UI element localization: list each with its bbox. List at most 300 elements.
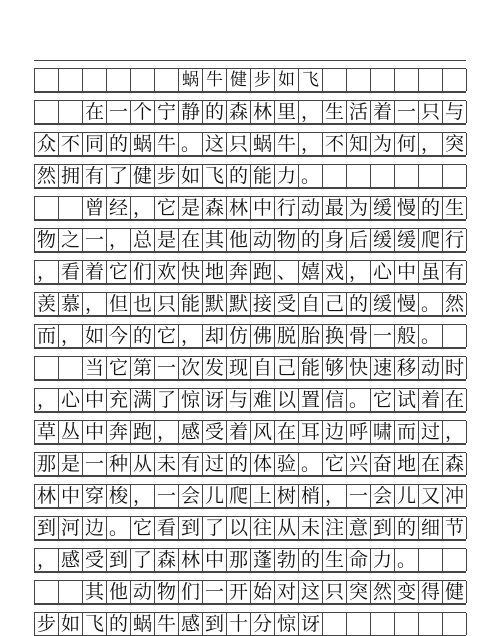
grid-cell: 意 — [347, 517, 371, 539]
grid-cell: 突 — [443, 133, 467, 155]
grid-cell: ， — [35, 549, 59, 571]
grid-cell: 会 — [179, 485, 203, 507]
grid-cell: ， — [107, 229, 131, 251]
grid-cell: 慢 — [395, 293, 419, 315]
grid-cell: 。 — [347, 389, 371, 411]
grid-cell: 物 — [35, 229, 59, 251]
grid-cell: 行 — [443, 229, 467, 251]
grid-cell: 河 — [59, 517, 83, 539]
grid-cell: 对 — [275, 581, 299, 603]
grid-cell: 中 — [395, 261, 419, 283]
grid-cell: 第 — [131, 357, 155, 379]
grid-cell: 着 — [227, 421, 251, 443]
grid-cell: 虽 — [419, 261, 443, 283]
grid-cell: 只 — [155, 293, 179, 315]
grid-cell — [371, 69, 395, 91]
grid-cell: ， — [155, 421, 179, 443]
text-row — [34, 260, 466, 284]
grid-cell: 一 — [395, 101, 419, 123]
grid-cell: 梢 — [299, 485, 323, 507]
grid-cell: 步 — [155, 165, 179, 187]
grid-cell: 到 — [35, 517, 59, 539]
text-row — [34, 196, 466, 220]
grid-cell: 着 — [83, 261, 107, 283]
grid-cell: 动 — [251, 229, 275, 251]
grid-cell: 上 — [251, 485, 275, 507]
grid-cell: 耳 — [299, 421, 323, 443]
grid-cell: 一 — [371, 325, 395, 347]
grid-cell: 其 — [83, 581, 107, 603]
grid-cell — [347, 69, 371, 91]
grid-cell: 讶 — [203, 389, 227, 411]
grid-cell: ， — [35, 389, 59, 411]
grid-cell: 活 — [347, 101, 371, 123]
grid-cell: 它 — [107, 261, 131, 283]
grid-cell: 个 — [131, 101, 155, 123]
grid-cell — [443, 165, 467, 187]
grid-cell: 那 — [35, 453, 59, 475]
grid-cell: 森 — [203, 197, 227, 219]
grid-cell: 未 — [155, 453, 179, 475]
grid-cell: 置 — [299, 389, 323, 411]
grid-cell: 与 — [443, 101, 467, 123]
grid-cell: 发 — [203, 357, 227, 379]
grid-cell — [35, 101, 59, 123]
grid-cell: 当 — [83, 357, 107, 379]
grid-cell: 。 — [107, 517, 131, 539]
grid-cell — [443, 69, 467, 91]
grid-cell: 中 — [83, 389, 107, 411]
grid-cell: 为 — [371, 133, 395, 155]
grid-cell: 总 — [131, 229, 155, 251]
grid-cell: 得 — [419, 581, 443, 603]
grid-cell: 们 — [131, 261, 155, 283]
grid-cell: 、 — [275, 261, 299, 283]
grid-cell: 以 — [227, 517, 251, 539]
grid-cell — [419, 549, 443, 571]
grid-cell: ， — [419, 133, 443, 155]
text-row — [34, 388, 466, 412]
grid-cell: 不 — [323, 133, 347, 155]
grid-cell — [35, 197, 59, 219]
grid-cell: 种 — [107, 453, 131, 475]
grid-cell — [131, 69, 155, 91]
grid-cell: 快 — [347, 357, 371, 379]
grid-cell — [323, 69, 347, 91]
grid-cell: 而 — [395, 421, 419, 443]
text-row — [34, 164, 466, 188]
text-row — [34, 132, 466, 156]
grid-cell: 不 — [59, 133, 83, 155]
grid-cell: 蜗 — [179, 69, 203, 91]
grid-cell: 满 — [131, 389, 155, 411]
grid-cell: 佛 — [251, 325, 275, 347]
grid-cell: 一 — [155, 485, 179, 507]
grid-cell: 般 — [395, 325, 419, 347]
grid-cell: 在 — [83, 101, 107, 123]
grid-cell: 物 — [275, 229, 299, 251]
grid-cell: 看 — [59, 261, 83, 283]
grid-cell — [35, 581, 59, 603]
text-row — [34, 548, 466, 572]
grid-cell: 曾 — [83, 197, 107, 219]
grid-cell — [395, 69, 419, 91]
grid-cell: 到 — [107, 549, 131, 571]
grid-cell: 细 — [419, 517, 443, 539]
grid-cell: 兴 — [347, 453, 371, 475]
grid-cell: 缓 — [395, 229, 419, 251]
grid-cell: 牛 — [275, 133, 299, 155]
grid-cell: 次 — [179, 357, 203, 379]
grid-cell: 有 — [179, 453, 203, 475]
grid-cell: 儿 — [203, 485, 227, 507]
grid-cell: 始 — [251, 581, 275, 603]
grid-cell: 生 — [443, 197, 467, 219]
grid-cell: 后 — [347, 229, 371, 251]
grid-cell: 爬 — [419, 229, 443, 251]
grid-cell: 奔 — [227, 261, 251, 283]
grid-cell: 们 — [179, 581, 203, 603]
grid-cell: 的 — [395, 517, 419, 539]
grid-cell: 如 — [59, 613, 83, 635]
grid-cell: 自 — [251, 357, 275, 379]
grid-cell: 的 — [227, 453, 251, 475]
grid-cell: 健 — [131, 165, 155, 187]
grid-cell: 今 — [107, 325, 131, 347]
text-row — [34, 452, 466, 476]
grid-cell: 步 — [251, 69, 275, 91]
grid-cell: 讶 — [299, 613, 323, 635]
grid-cell: 中 — [251, 197, 275, 219]
writing-grid — [34, 60, 466, 636]
grid-cell: 移 — [395, 357, 419, 379]
grid-cell: 骨 — [347, 325, 371, 347]
grid-cell: 脱 — [275, 325, 299, 347]
grid-cell: 的 — [227, 165, 251, 187]
row-spacer — [34, 284, 466, 292]
grid-cell: 看 — [155, 517, 179, 539]
grid-cell: 飞 — [203, 165, 227, 187]
grid-cell: 往 — [251, 517, 275, 539]
grid-cell: 时 — [443, 357, 467, 379]
grid-cell: 森 — [155, 549, 179, 571]
row-spacer — [34, 476, 466, 484]
row-spacer — [34, 380, 466, 388]
grid-cell: 默 — [203, 293, 227, 315]
grid-cell: 林 — [227, 197, 251, 219]
grid-cell: 换 — [323, 325, 347, 347]
grid-cell: 。 — [419, 293, 443, 315]
grid-cell: 的 — [419, 197, 443, 219]
grid-cell: 它 — [155, 197, 179, 219]
grid-cell: 但 — [107, 293, 131, 315]
row-spacer — [34, 124, 466, 132]
grid-cell: 然 — [371, 581, 395, 603]
grid-cell: 信 — [323, 389, 347, 411]
grid-cell: 中 — [59, 485, 83, 507]
grid-cell — [107, 69, 131, 91]
grid-cell: 生 — [323, 101, 347, 123]
grid-cell — [35, 69, 59, 91]
grid-cell: 是 — [179, 197, 203, 219]
grid-cell: 在 — [443, 389, 467, 411]
grid-cell — [419, 69, 443, 91]
grid-cell: 身 — [323, 229, 347, 251]
grid-cell: 的 — [131, 325, 155, 347]
grid-cell: 一 — [83, 229, 107, 251]
grid-cell: 林 — [251, 101, 275, 123]
grid-cell: 己 — [275, 357, 299, 379]
grid-cell: 动 — [131, 581, 155, 603]
grid-cell: 生 — [323, 549, 347, 571]
grid-cell: 受 — [203, 421, 227, 443]
text-row — [34, 324, 466, 348]
grid-cell: 够 — [323, 357, 347, 379]
grid-cell: ， — [59, 325, 83, 347]
grid-cell: 静 — [179, 101, 203, 123]
grid-cell: 草 — [35, 421, 59, 443]
grid-cell: 蜗 — [131, 133, 155, 155]
grid-cell: 经 — [107, 197, 131, 219]
grid-cell: 动 — [299, 197, 323, 219]
grid-cell: 有 — [443, 261, 467, 283]
grid-cell: 他 — [227, 229, 251, 251]
text-row — [34, 516, 466, 540]
text-row — [34, 100, 466, 124]
grid-cell: 只 — [419, 101, 443, 123]
grid-cell: 它 — [107, 357, 131, 379]
grid-cell — [443, 325, 467, 347]
grid-cell: 力 — [371, 549, 395, 571]
text-row — [34, 292, 466, 316]
grid-cell: 如 — [179, 165, 203, 187]
text-row — [34, 612, 466, 636]
grid-cell: 宁 — [155, 101, 179, 123]
grid-cell: 惊 — [179, 389, 203, 411]
grid-cell — [371, 613, 395, 635]
grid-cell: 在 — [179, 229, 203, 251]
grid-cell: 受 — [83, 549, 107, 571]
grid-cell: 以 — [275, 389, 299, 411]
grid-cell: 行 — [275, 197, 299, 219]
grid-cell: 这 — [299, 581, 323, 603]
grid-cell: 嬉 — [299, 261, 323, 283]
grid-cell: 又 — [419, 485, 443, 507]
grid-cell: 验 — [275, 453, 299, 475]
grid-cell: 从 — [131, 453, 155, 475]
grid-cell: 。 — [299, 165, 323, 187]
grid-cell: 会 — [371, 485, 395, 507]
grid-cell: 命 — [347, 549, 371, 571]
grid-cell: 着 — [419, 389, 443, 411]
grid-cell: 到 — [203, 613, 227, 635]
grid-cell: 慢 — [395, 197, 419, 219]
row-spacer — [34, 316, 466, 324]
grid-cell — [395, 613, 419, 635]
grid-cell: 却 — [203, 325, 227, 347]
grid-cell: 地 — [203, 261, 227, 283]
grid-cell: 然 — [35, 165, 59, 187]
grid-cell: 缓 — [371, 293, 395, 315]
grid-cell — [323, 613, 347, 635]
grid-cell: 能 — [299, 357, 323, 379]
grid-cell: 默 — [227, 293, 251, 315]
grid-cell — [59, 101, 83, 123]
row-spacer — [34, 508, 466, 516]
grid-cell: 步 — [35, 613, 59, 635]
grid-cell: 仿 — [227, 325, 251, 347]
grid-cell — [347, 165, 371, 187]
grid-cell: 中 — [83, 421, 107, 443]
grid-cell: 感 — [179, 613, 203, 635]
grid-cell: 试 — [395, 389, 419, 411]
grid-cell: ， — [83, 293, 107, 315]
grid-cell: 冲 — [443, 485, 467, 507]
text-row — [34, 484, 466, 508]
grid-cell — [83, 69, 107, 91]
grid-cell: 己 — [323, 293, 347, 315]
grid-cell: 啸 — [371, 421, 395, 443]
grid-cell: 其 — [203, 229, 227, 251]
grid-cell: 未 — [299, 517, 323, 539]
grid-cell — [395, 165, 419, 187]
grid-cell — [443, 549, 467, 571]
grid-cell: 注 — [323, 517, 347, 539]
grid-cell — [419, 165, 443, 187]
grid-cell: 穿 — [83, 485, 107, 507]
grid-cell: ， — [323, 485, 347, 507]
grid-cell: 充 — [107, 389, 131, 411]
grid-cell — [35, 357, 59, 379]
grid-cell: 森 — [227, 101, 251, 123]
grid-cell: 跑 — [251, 261, 275, 283]
grid-cell: 跑 — [131, 421, 155, 443]
grid-cell: 惊 — [275, 613, 299, 635]
grid-cell: 里 — [275, 101, 299, 123]
grid-cell: 它 — [371, 389, 395, 411]
row-spacer — [34, 220, 466, 228]
grid-cell: 它 — [131, 517, 155, 539]
grid-cell: 一 — [107, 101, 131, 123]
grid-cell: 飞 — [299, 69, 323, 91]
text-row — [34, 420, 466, 444]
grid-cell: 风 — [251, 421, 275, 443]
grid-cell: 的 — [107, 613, 131, 635]
grid-cell: 那 — [227, 549, 251, 571]
grid-cell: 速 — [371, 357, 395, 379]
grid-cell: 自 — [299, 293, 323, 315]
grid-cell: 同 — [83, 133, 107, 155]
grid-cell — [347, 613, 371, 635]
grid-cell: 慕 — [59, 293, 83, 315]
text-row — [34, 356, 466, 380]
row-spacer — [34, 540, 466, 548]
grid-cell: 戏 — [323, 261, 347, 283]
grid-cell: 之 — [59, 229, 83, 251]
row-spacer — [34, 188, 466, 196]
grid-cell: 物 — [155, 581, 179, 603]
grid-cell: 爬 — [227, 485, 251, 507]
grid-cell: 心 — [371, 261, 395, 283]
row-spacer — [34, 444, 466, 452]
grid-cell: 这 — [203, 133, 227, 155]
grid-cell: 缓 — [371, 229, 395, 251]
grid-cell: 有 — [83, 165, 107, 187]
grid-cell: 奔 — [107, 421, 131, 443]
grid-cell: ， — [35, 261, 59, 283]
grid-cell: 开 — [227, 581, 251, 603]
grid-cell: 如 — [275, 69, 299, 91]
grid-cell: 的 — [299, 229, 323, 251]
grid-cell: 林 — [179, 549, 203, 571]
grid-cell: ， — [347, 261, 371, 283]
grid-cell: 能 — [179, 293, 203, 315]
grid-cell: 一 — [203, 581, 227, 603]
grid-cell: 牛 — [155, 133, 179, 155]
grid-cell: 从 — [275, 517, 299, 539]
grid-cell: 羡 — [35, 293, 59, 315]
grid-cell: 能 — [251, 165, 275, 187]
grid-cell: 的 — [299, 549, 323, 571]
grid-cell: ， — [299, 101, 323, 123]
grid-cell: 它 — [155, 325, 179, 347]
grid-cell — [59, 197, 83, 219]
grid-cell: 十 — [227, 613, 251, 635]
grid-cell: 蜗 — [251, 133, 275, 155]
grid-cell: 过 — [419, 421, 443, 443]
grid-cell: 呼 — [347, 421, 371, 443]
grid-cell: 边 — [323, 421, 347, 443]
grid-cell: 最 — [323, 197, 347, 219]
grid-cell: 森 — [443, 453, 467, 475]
grid-cell: ， — [131, 197, 155, 219]
grid-cell: 着 — [371, 101, 395, 123]
grid-cell: 变 — [395, 581, 419, 603]
grid-cell: 接 — [251, 293, 275, 315]
grid-cell: 何 — [395, 133, 419, 155]
grid-cell: 丛 — [59, 421, 83, 443]
grid-cell: 中 — [203, 549, 227, 571]
grid-cell: 是 — [59, 453, 83, 475]
grid-cell: 了 — [131, 549, 155, 571]
grid-cell: 林 — [35, 485, 59, 507]
grid-cell: 如 — [83, 325, 107, 347]
grid-cell — [323, 165, 347, 187]
grid-cell — [59, 357, 83, 379]
grid-cell: 过 — [203, 453, 227, 475]
text-row — [34, 228, 466, 252]
row-spacer — [34, 92, 466, 100]
grid-cell: 奋 — [371, 453, 395, 475]
grid-cell: 感 — [59, 549, 83, 571]
grid-cell: 在 — [275, 421, 299, 443]
grid-cell: 感 — [179, 421, 203, 443]
grid-cell: 缓 — [371, 197, 395, 219]
grid-cell: 然 — [443, 293, 467, 315]
grid-cell: 欢 — [155, 261, 179, 283]
grid-cell: 现 — [227, 357, 251, 379]
grid-cell: 突 — [347, 581, 371, 603]
grid-cell: 地 — [395, 453, 419, 475]
grid-cell: 受 — [275, 293, 299, 315]
grid-cell: 只 — [227, 133, 251, 155]
grid-cell: 了 — [203, 517, 227, 539]
grid-cell: 一 — [155, 357, 179, 379]
grid-cell: 节 — [443, 517, 467, 539]
grid-cell: ， — [131, 485, 155, 507]
row-spacer — [34, 60, 466, 68]
grid-cell: 是 — [155, 229, 179, 251]
